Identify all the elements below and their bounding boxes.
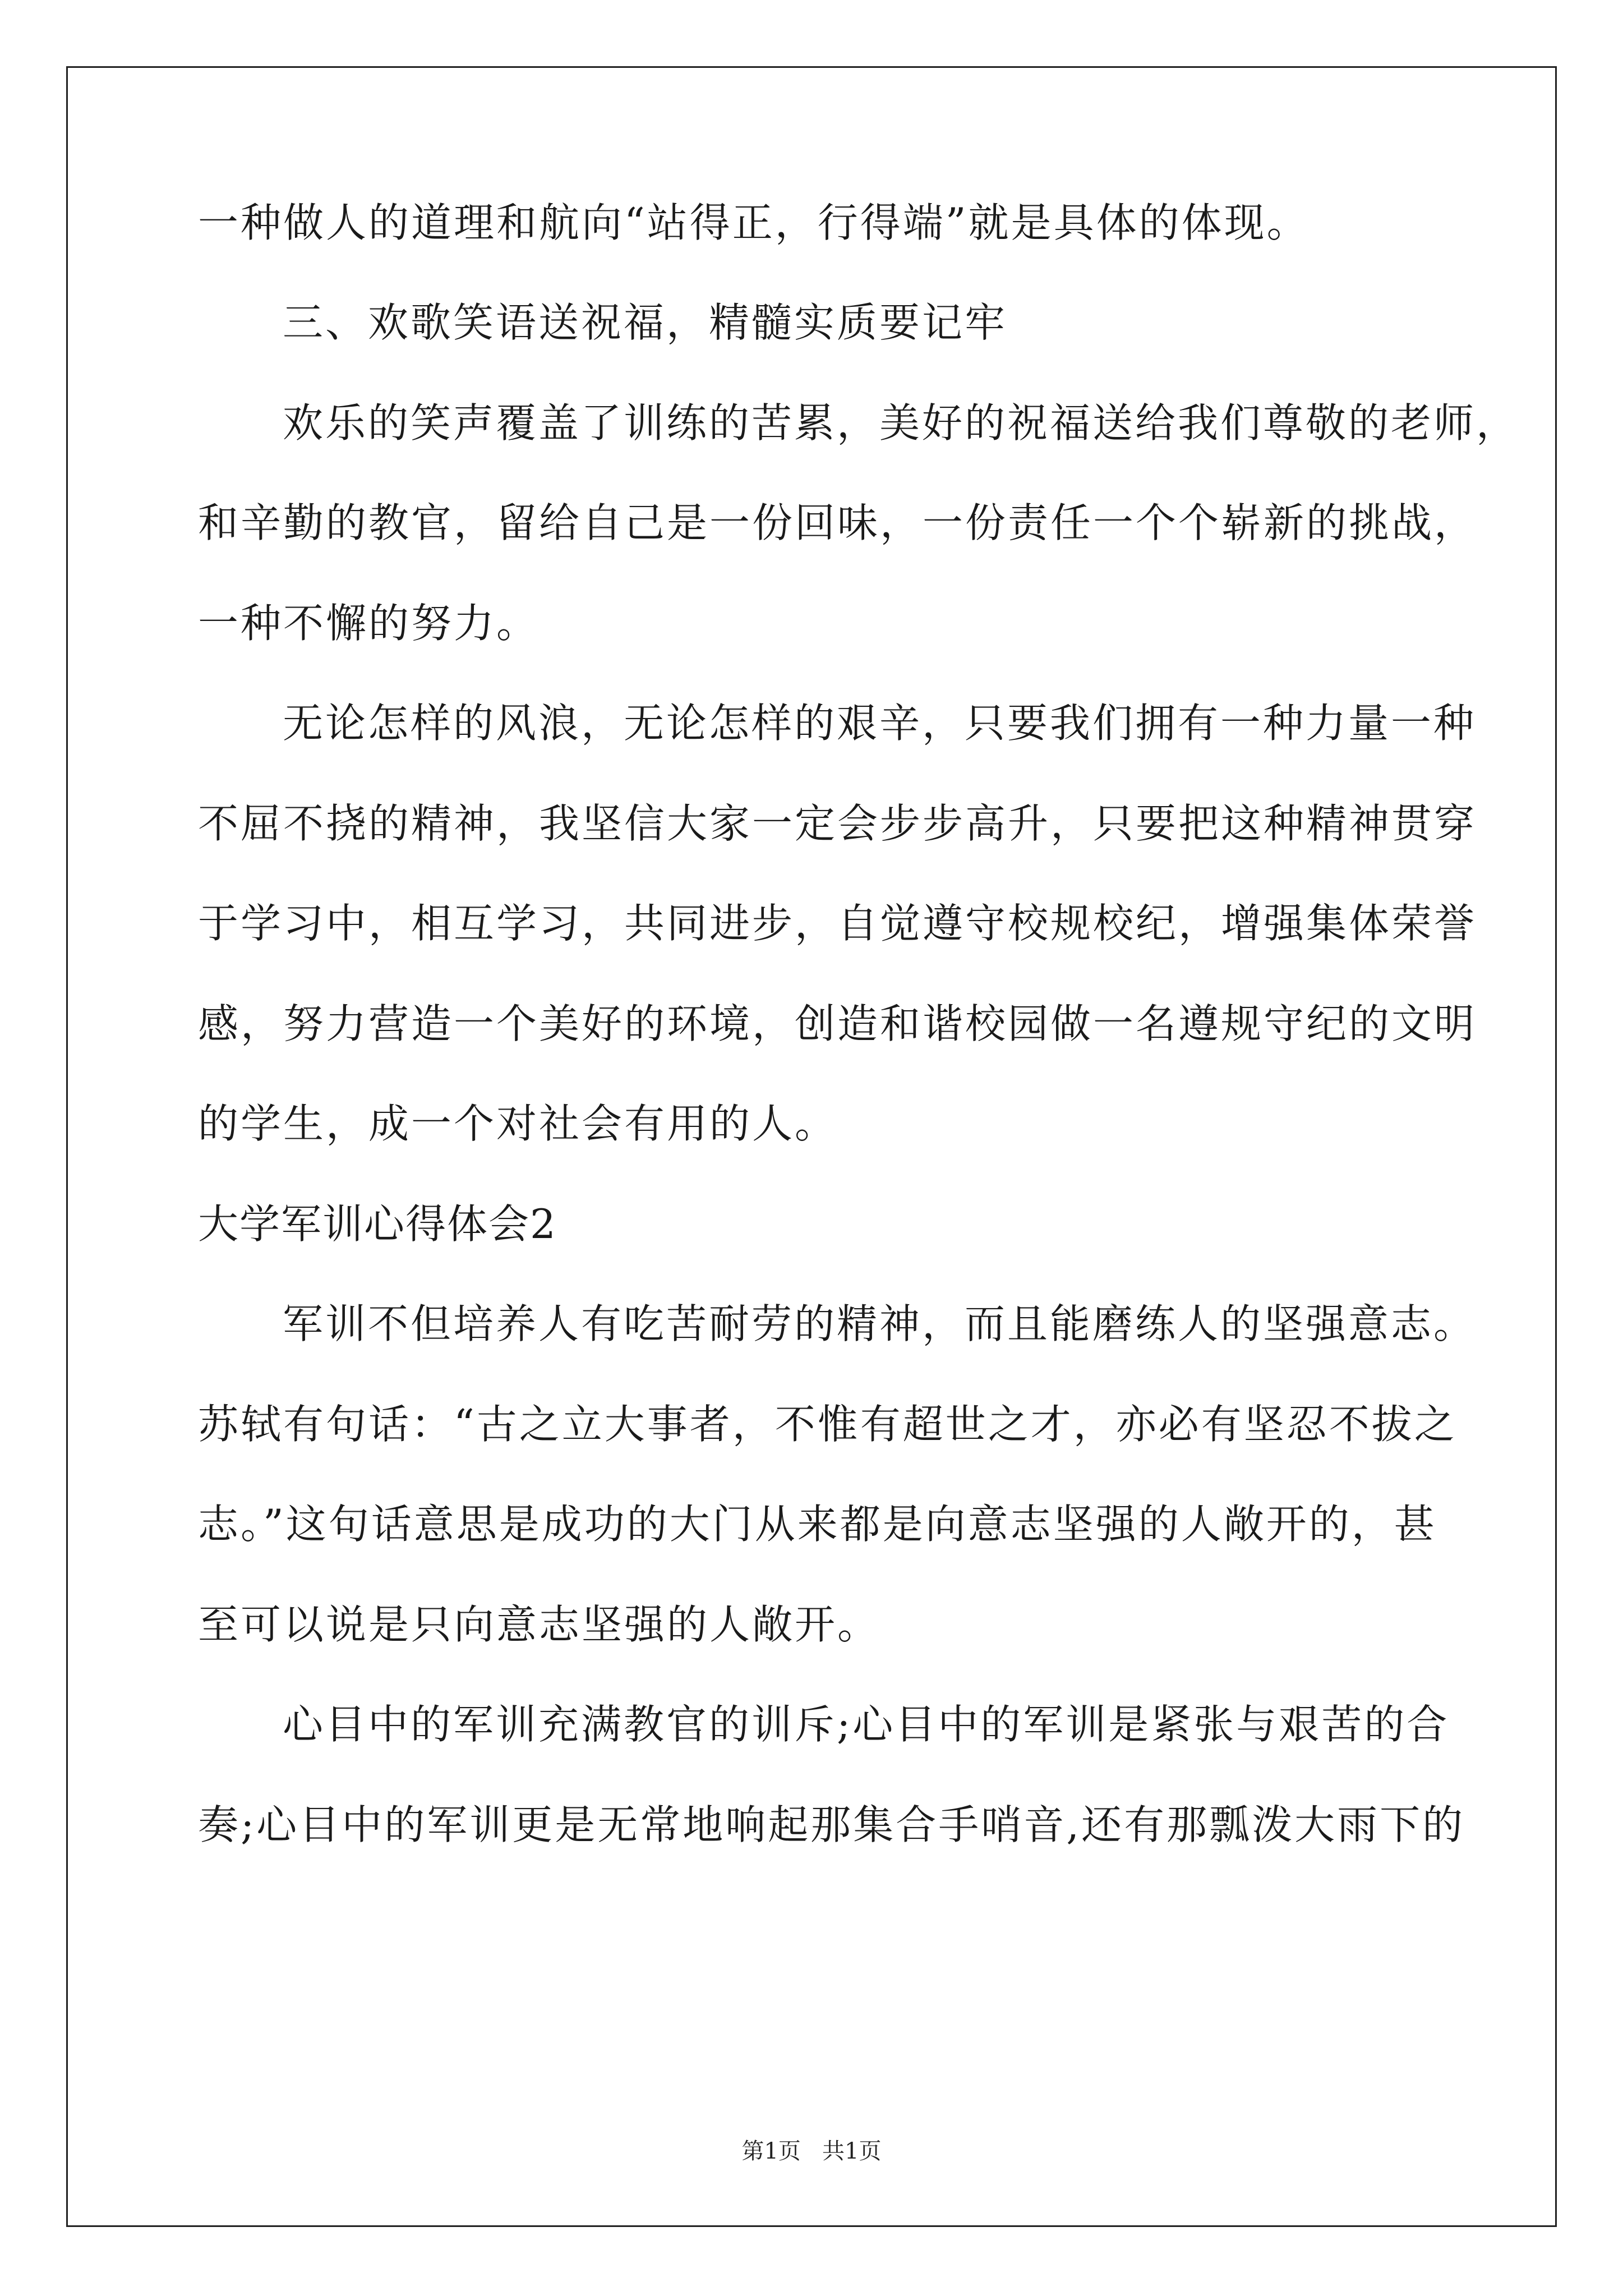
text-line: 奏;心目中的军训更是无常地响起那集合手哨音,还有那瓢泼大雨下的 [198,1801,1465,1848]
text-line: 至可以说是只向意志坚强的人敞开。 [198,1601,880,1648]
text-line: 一种不懈的努力。 [198,600,540,647]
text-line: 的学生，成一个对社会有用的人。 [198,1100,838,1147]
text-line: 于学习中，相互学习，共同进步，自觉遵守校规校纪，增强集体荣誉 [198,900,1477,947]
text-line: 苏轼有句话：“古之立大事者，不惟有超世之才，亦必有坚忍不拔之 [198,1401,1457,1448]
text-line: 无论怎样的风浪，无论怎样的艰辛，只要我们拥有一种力量一种 [283,700,1477,747]
text-line: 感，努力营造一个美好的环境，创造和谐校园做一名遵规守纪的文明 [198,1000,1477,1047]
section-heading: 三、欢歌笑语送祝福，精髓实质要记牢 [283,299,1008,346]
text-line: 欢乐的笑声覆盖了训练的苦累，美好的祝福送给我们尊敬的老师， [283,399,1519,447]
text-line: 志。”这句话意思是成功的大门从来都是向意志坚强的人敞开的，甚 [198,1501,1437,1548]
text-line: 不屈不挠的精神，我坚信大家一定会步步高升，只要把这种精神贯穿 [198,800,1477,847]
text-line: 军训不但培养人有吃苦耐劳的精神，而且能磨练人的坚强意志。 [283,1300,1477,1347]
text-line: 和辛勤的教官，留给自己是一份回味，一份责任一个个崭新的挑战， [198,499,1477,546]
text-line: 心目中的军训充满教官的训斥;心目中的军训是紧张与艰苦的合 [283,1701,1450,1748]
article-title: 大学军训心得体会2 [198,1200,557,1248]
page-footer: 第1页 共1页 [741,2138,882,2164]
text-line: 一种做人的道理和航向“站得正，行得端”就是具体的体现。 [198,199,1310,246]
